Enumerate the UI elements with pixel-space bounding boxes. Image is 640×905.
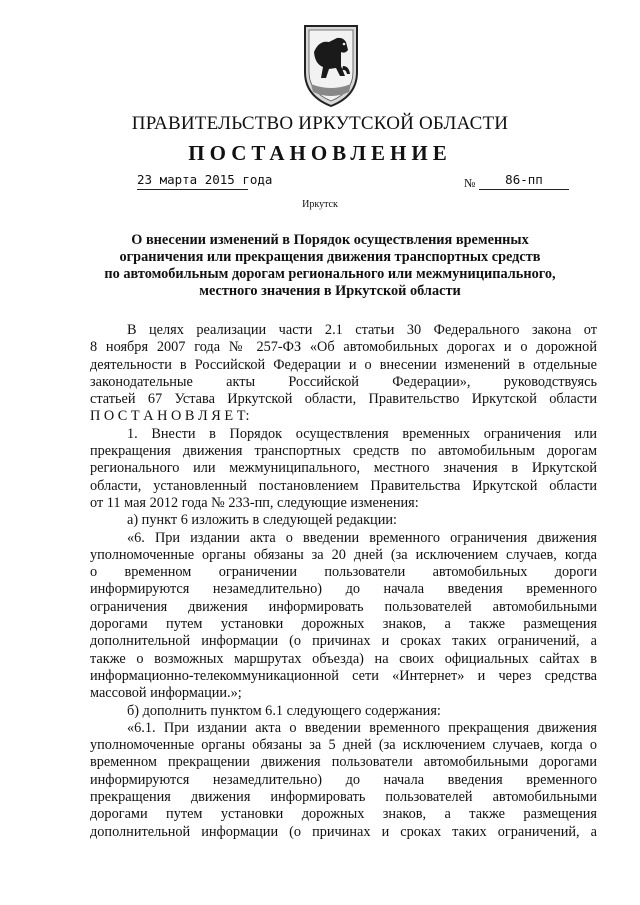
body-line: б) дополнить пунктом 6.1 следующего содержания: — [127, 702, 441, 719]
title-line: ограничения или прекращения движения транспортных средств — [119, 249, 541, 265]
body-line: ограничения движения информировать пользователей автомобильными — [90, 598, 597, 615]
city: Иркутск — [302, 199, 338, 210]
decree-date: 23 марта 2015 года — [137, 172, 248, 190]
coat-of-arms-emblem — [299, 22, 363, 110]
document-title — [90, 232, 570, 300]
government-name: ПРАВИТЕЛЬСТВО ИРКУТСКОЙ ОБЛАСТИ — [131, 113, 509, 134]
body-line: информируются незамедлительно) до начала введения временного — [90, 581, 597, 598]
body-line: «6. При издании акта о введении временного ограничения движения — [127, 529, 597, 546]
body-line: информируются незамедлительно) до начала введения временного — [90, 771, 597, 788]
title-line: О внесении изменений в Порядок осуществления временных — [131, 232, 529, 248]
body-line: регионального или межмуниципального, местного значения в Иркутской — [90, 460, 597, 477]
body-line: уполномоченные органы обязаны за 20 дней (за исключением случаев, когда — [90, 546, 597, 563]
body-line: временном прекращении движения пользователи автомобильными дорогами — [90, 754, 597, 771]
title-line: местного значения в Иркутской области — [199, 283, 461, 299]
document-body — [90, 322, 597, 841]
document-type: ПОСТАНОВЛЕНИЕ — [188, 141, 452, 165]
body-line: дорогами путем установки дорожных знаков, а также размещения — [90, 616, 597, 633]
body-line: В целях реализации части 2.1 статьи 30 Федерального закона от — [127, 322, 597, 338]
body-line: массовой информации.»; — [90, 685, 242, 702]
body-line: «6.1. При издании акта о введении временного прекращения движения — [127, 719, 597, 736]
decree-number: 86-пп — [479, 172, 569, 190]
body-line: 1. Внести в Порядок осуществления временных ограничения или — [127, 425, 597, 442]
resolve-word: П О С Т А Н О В Л Я Е Т: — [90, 408, 250, 425]
body-line: дорогами путем установки дорожных знаков, а также размещения — [90, 806, 597, 823]
body-line: дополнительной информации (о причинах и сроках таких ограничений, а — [90, 823, 597, 840]
body-line: прекращения движения транспортных средств по автомобильным дорогам — [90, 443, 597, 460]
body-line: 8 ноября 2007 года № 257-ФЗ «Об автомобильных дорогах и о дорожной — [90, 339, 597, 356]
body-line: статьей 67 Устава Иркутской области, Правительство Иркутской области — [90, 391, 597, 408]
body-line: о временном ограничении пользователи автомобильных дороги — [90, 564, 597, 581]
body-line: дополнительной информации (о причинах и сроках таких ограничений, а — [90, 633, 597, 650]
body-line: прекращения движения информировать пользователей автомобильными — [90, 789, 597, 806]
body-line: а) пункт 6 изложить в следующей редакции: — [127, 512, 397, 529]
body-line: от 11 мая 2012 года № 233-пп, следующие изменения: — [90, 494, 419, 511]
body-line: законодательные акты Российской Федерации», руководствуясь — [90, 373, 597, 390]
title-line: по автомобильным дорогам регионального или межмуниципального, — [104, 266, 556, 282]
body-line: деятельности в Российской Федерации и о внесении изменений в отдельные — [90, 356, 597, 373]
body-line: информационно-телекоммуникационной сети «Интернет» и через средства — [90, 667, 597, 684]
body-line: области, установленный постановлением Правительства Иркутской области — [90, 477, 597, 494]
body-line: уполномоченные органы обязаны за 5 дней (за исключением случаев, когда о — [90, 737, 597, 754]
body-line: также о возможных маршрутах объезда) на своих официальных сайтах в — [90, 650, 597, 667]
number-label: № — [464, 176, 476, 190]
